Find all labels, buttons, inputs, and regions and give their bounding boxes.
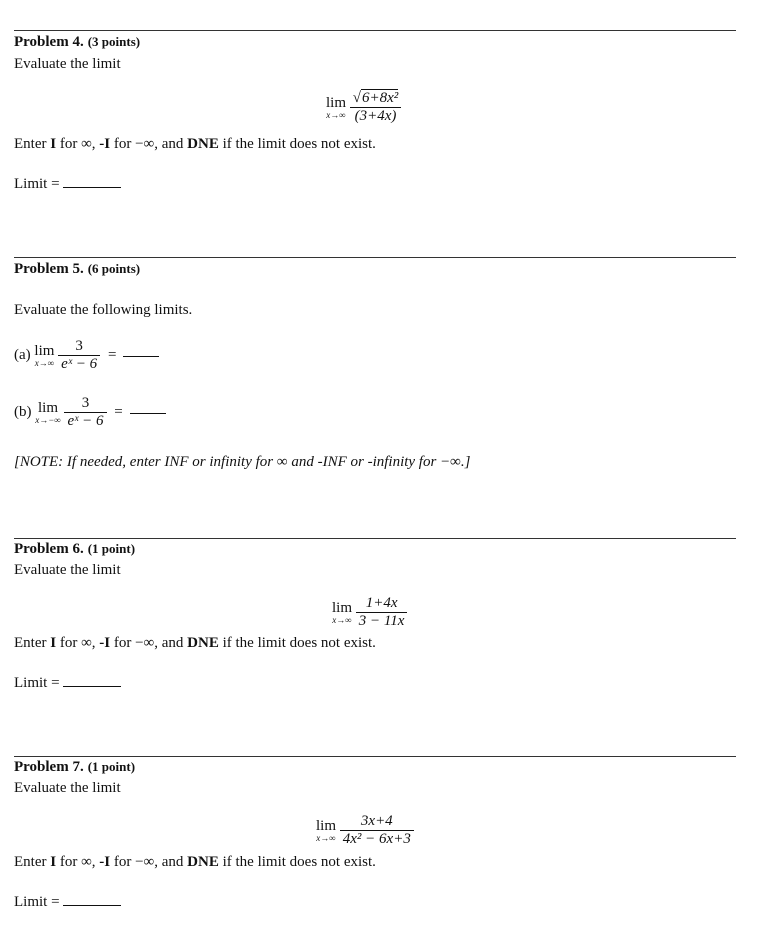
- fraction-denominator: (3+4x): [354, 108, 397, 124]
- problem-title: Problem 6.: [14, 541, 84, 557]
- divider: [14, 257, 736, 258]
- fraction-denominator: 4x² − 6x+3: [342, 831, 411, 847]
- problem-6-expression: [332, 595, 407, 630]
- fraction: [350, 90, 402, 125]
- fraction-denominator: eˣ − 6: [67, 413, 104, 429]
- fraction-denominator: 3 − 11x: [358, 613, 405, 629]
- divider: [14, 30, 736, 31]
- note: [NOTE: If needed, enter INF or infinity for ∞ and -INF or -infinity for −∞.]: [14, 454, 471, 470]
- answer-label: Limit =: [14, 176, 60, 192]
- problem-title: Problem 5.: [14, 261, 84, 277]
- answer-label: Limit =: [14, 894, 60, 910]
- limit-operator: lim x→∞: [316, 817, 337, 843]
- limit-subscript: x→−∞: [35, 414, 61, 425]
- answer-blank[interactable]: [123, 355, 159, 357]
- answer-label: Limit =: [14, 675, 60, 691]
- answer-blank[interactable]: [130, 412, 166, 414]
- limit-subscript: x→∞: [34, 357, 55, 368]
- fraction-numerator: 3x+4: [340, 813, 414, 831]
- answer-row: [14, 894, 121, 911]
- problem-instruction: Evaluate the limit: [14, 780, 121, 796]
- problem-points: (3 points): [87, 34, 141, 49]
- problem-instruction: Evaluate the following limits.: [14, 302, 193, 318]
- radicand: 6+8x²: [362, 90, 399, 106]
- enter-instructions: Enter I for ∞, -I for −∞, and DNE if the limit does not exist.: [14, 854, 376, 870]
- problem-instruction: Evaluate the limit: [14, 56, 121, 72]
- fraction-numerator: 3: [58, 338, 100, 356]
- enter-instructions: Enter I for ∞, -I for −∞, and DNE if the limit does not exist.: [14, 635, 376, 651]
- problem-points: (6 points): [87, 261, 141, 276]
- limit-subscript: x→∞: [326, 109, 346, 120]
- part-a-expression: [14, 338, 159, 373]
- fraction: [64, 395, 106, 430]
- fraction-numerator: 1+4x: [356, 595, 408, 613]
- divider: [14, 756, 736, 757]
- limit-subscript: x→∞: [332, 614, 352, 625]
- problem-6-header: [14, 540, 135, 558]
- fraction: [340, 813, 414, 848]
- problem-7-header: [14, 758, 135, 776]
- fraction-denominator: eˣ − 6: [61, 356, 98, 372]
- limit-operator: lim x→∞: [326, 94, 347, 120]
- fraction: [58, 338, 100, 373]
- answer-blank[interactable]: [63, 186, 121, 188]
- radical-sign: √: [352, 90, 361, 106]
- problem-title: Problem 4.: [14, 34, 84, 50]
- fraction-numerator: [350, 90, 402, 108]
- part-b-expression: [14, 395, 166, 430]
- part-label: (a): [14, 347, 31, 363]
- equals-sign: =: [114, 404, 123, 420]
- limit-subscript: x→∞: [316, 832, 336, 843]
- divider: [14, 538, 736, 539]
- problem-instruction: Evaluate the limit: [14, 562, 121, 578]
- fraction-numerator: 3: [64, 395, 106, 413]
- problem-title: Problem 7.: [14, 759, 84, 775]
- problem-points: (1 point): [87, 541, 136, 556]
- limit-operator: lim x→∞: [34, 342, 55, 368]
- limit-operator: lim x→∞: [332, 599, 353, 625]
- answer-row: [14, 675, 121, 692]
- problem-7-expression: [316, 813, 414, 848]
- problem-points: (1 point): [87, 759, 136, 774]
- problem-5-header: [14, 260, 140, 278]
- answer-blank[interactable]: [63, 904, 121, 906]
- fraction: [356, 595, 408, 630]
- limit-operator: lim x→−∞: [35, 399, 61, 425]
- problem-4-header: [14, 33, 140, 51]
- equals-sign: =: [107, 347, 117, 363]
- problem-4-expression: [326, 90, 401, 125]
- part-label: (b): [14, 404, 32, 420]
- enter-instructions: Enter I for ∞, -I for −∞, and DNE if the limit does not exist.: [14, 136, 376, 152]
- answer-blank[interactable]: [63, 685, 121, 687]
- answer-row: [14, 176, 121, 193]
